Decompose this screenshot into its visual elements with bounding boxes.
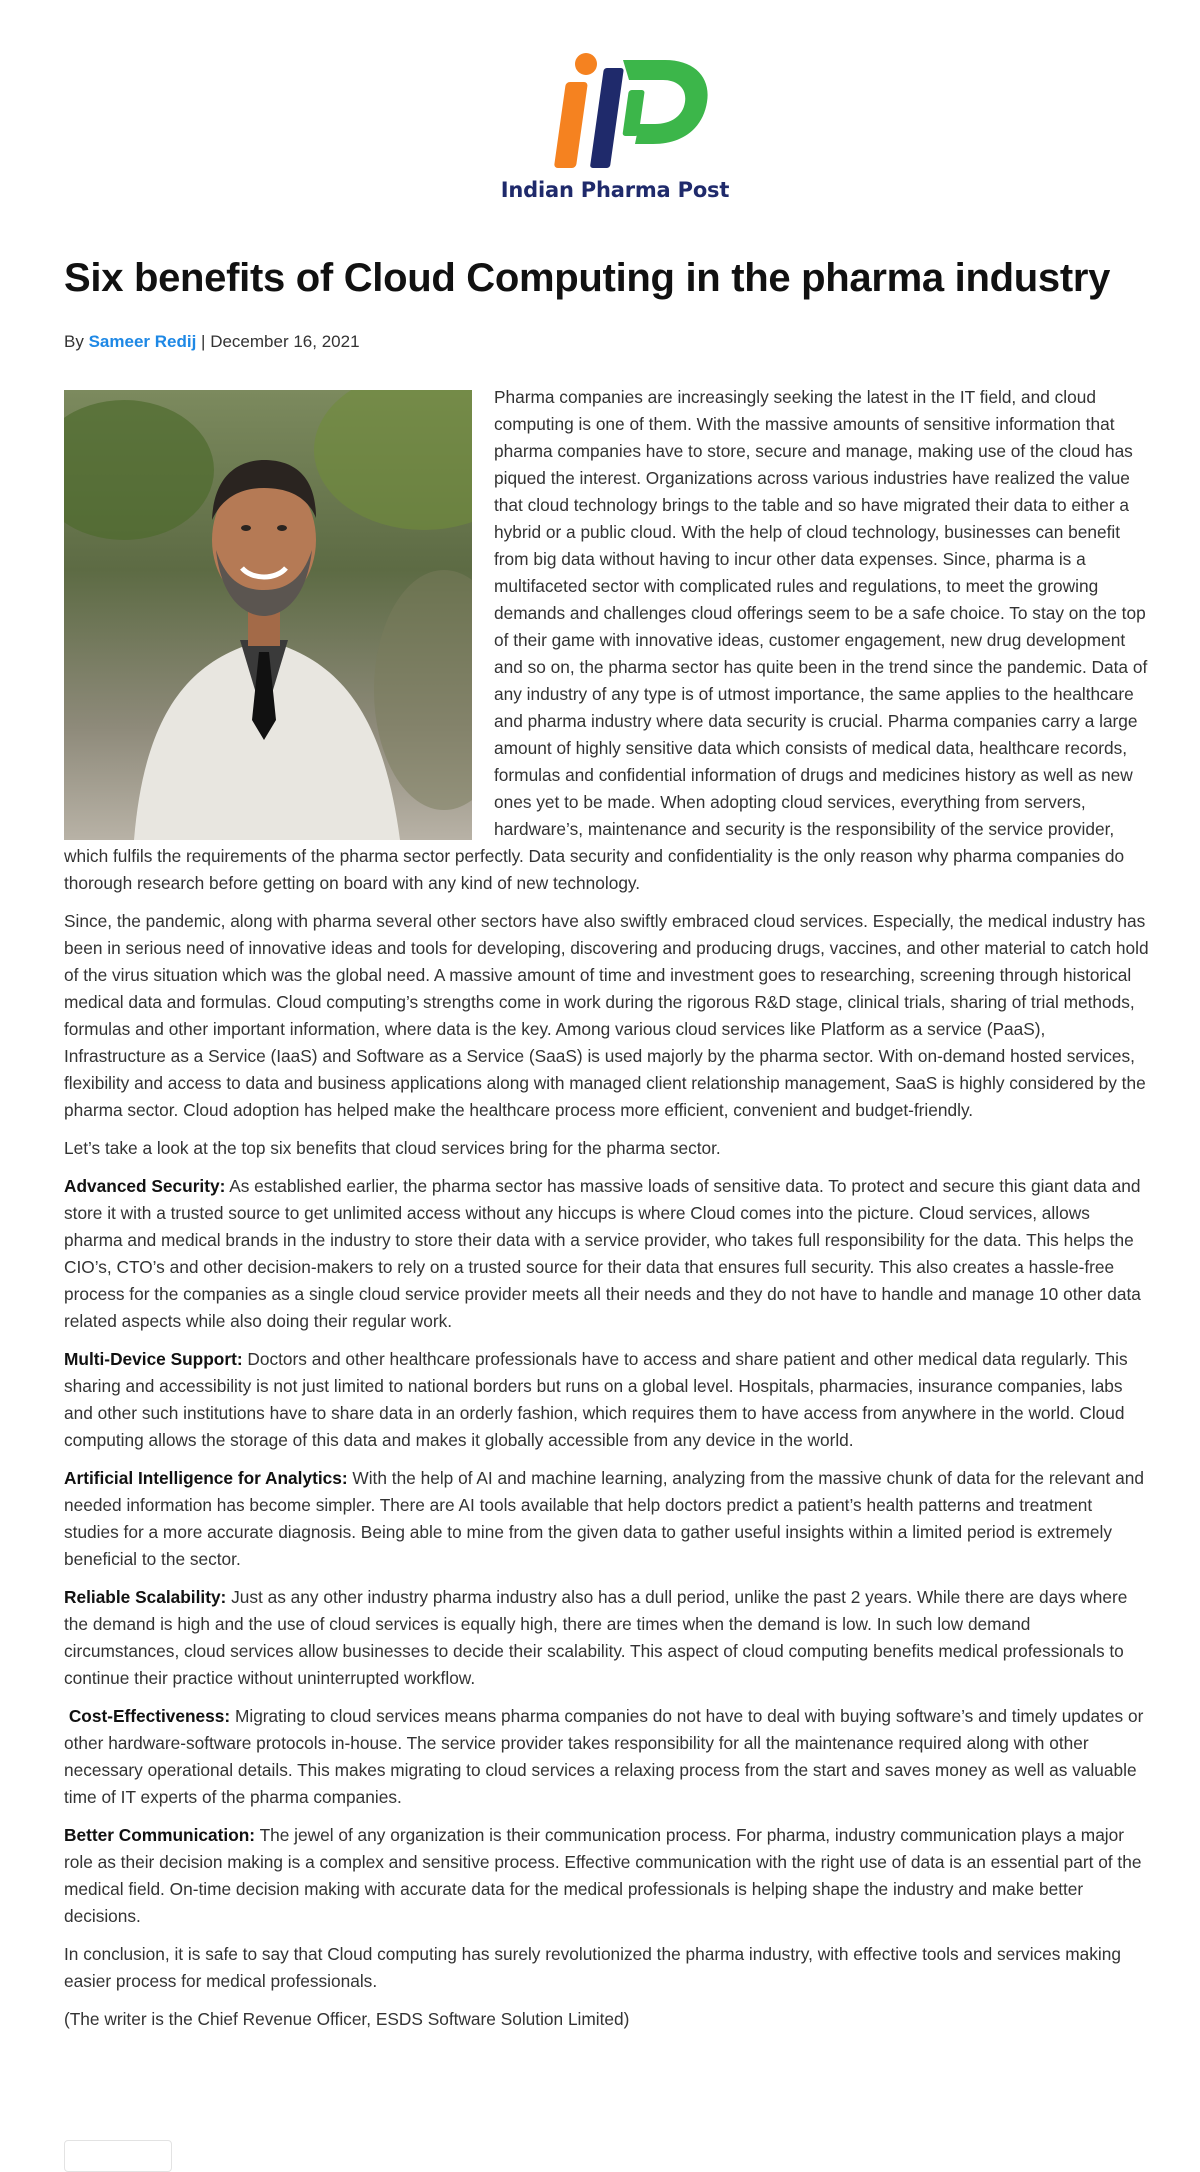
benefit-heading: Advanced Security: [64, 1176, 226, 1196]
logo-i-dot [575, 53, 597, 75]
logo-i-stem [554, 82, 588, 168]
paragraph-pandemic: Since, the pandemic, along with pharma several other sectors have also swiftly embraced cloud services. Especially, the medical industry has been in serious need of innovative ideas and tools for developing, discovering and producing drugs, vaccines, and other material to catch hold of the virus situation which was the global need. A massive amount of time and investment goes to researching, screening through historical medical data and formulas. Cloud computing’s strengths come in work during the rigorous R&D stage, clinical trials, sharing of trial methods, formulas and other important information, where data is the key. Among various cloud services like Platform as a service (PaaS), Infrastructure as a Service (IaaS) and Software as a Service (SaaS) is used majorly by the pharma sector. With on-demand hosted services, flexibility and access to data and business applications along with managed client relationship management, SaaS is highly considered by the pharma sector. Cloud adoption has helped make the healthcare process more efficient, convenient and budget-friendly. [64, 911, 1149, 1120]
byline [64, 330, 360, 354]
author-photo [64, 390, 472, 840]
benefit-heading: Cost-Effectiveness: [68, 1706, 231, 1726]
benefit-text: Migrating to cloud services means pharma companies do not have to deal with buying software’s and timely updates or other hardware-software protocols in-house. The service provider takes responsibility for all the maintenance required along with other necessary operational details. This makes migrating to cloud services a relaxing process from the start and saves money as well as valuable time of IT experts of the pharma companies. [64, 1706, 1144, 1807]
paragraph-benefits-intro: Let’s take a look at the top six benefits that cloud services bring for the pharma sector. [64, 1138, 721, 1158]
benefit-ai-analytics [64, 1465, 1150, 1573]
benefit-text: Doctors and other healthcare professionals have to access and share patient and other medical data regularly. This sharing and accessibility is not just limited to national borders but runs on a global level. Hospitals, pharmacies, insurance companies, labs and other such institutions have to share data in an orderly fashion, which requires them to have access from anywhere in the world. Cloud computing allows the storage of this data and makes it globally accessible from any device in the world. [64, 1349, 1128, 1450]
benefit-text: With the help of AI and machine learning, analyzing from the massive chunk of data for the relevant and needed information has become simpler. There are AI tools available that help doctors predict a patient’s health patterns and treatment studies for a more accurate diagnosis. Being able to mine from the given data to gather useful insights within a limited period is extremely beneficial to the sector. [64, 1468, 1144, 1569]
author-link[interactable]: Sameer Redij [88, 332, 197, 351]
benefit-heading: Reliable Scalability: [64, 1587, 227, 1607]
site-logo[interactable] [495, 46, 735, 212]
benefit-heading: Artificial Intelligence for Analytics: [64, 1468, 348, 1488]
benefit-communication [64, 1822, 1150, 1930]
logo-navy-stroke [590, 68, 624, 168]
logo-mark-icon [495, 46, 735, 176]
benefit-advanced-security [64, 1173, 1150, 1335]
byline-prefix: By [64, 332, 84, 351]
benefit-cost-effectiveness [64, 1703, 1150, 1811]
eye-left [241, 525, 251, 531]
benefit-heading: Better Communication: [64, 1825, 256, 1845]
foliage-right [314, 390, 472, 530]
logo-text: Indian Pharma Post [500, 178, 730, 202]
byline-separator: | [201, 332, 206, 351]
benefit-multi-device [64, 1346, 1150, 1454]
benefit-text: The jewel of any organization is their communication process. For pharma, industry communication plays a major role as their decision making is a complex and sensitive process. Effective communication with the right use of data is an essential part of the medical field. On-time decision making with accurate data for the medical professionals is helping shape the industry and make better decisions. [64, 1825, 1142, 1926]
article-body [64, 384, 1150, 2044]
benefit-heading: Multi-Device Support: [64, 1349, 243, 1369]
article-title: Six benefits of Cloud Computing in the pharma industry [64, 256, 1111, 300]
intro-paragraph: Pharma companies are increasingly seeking the latest in the IT field, and cloud computing is one of them. With the massive amounts of sensitive information that pharma companies have to store, secure and manage, making use of the cloud has piqued the interest. Organizations across various industries have realized the value that cloud technology brings to the table and so have migrated their data to either a hybrid or a public cloud. With the help of cloud technology, businesses can benefit from big data without having to incur other data expenses. Since, pharma is a multifaceted sector with complicated rules and regulations, to meet the growing demands and challenges cloud offerings seem to be a safe choice. To stay on the top of their game with innovative ideas, customer engagement, new drug development and so on, the pharma sector has quite been in the trend since the pandemic. Data of any industry of any type is of utmost importance, the same applies to the healthcare and pharma industry where data security is crucial. Pharma companies carry a large amount of highly sensitive data which consists of medical data, healthcare records, formulas and confidential information of drugs and medicines history as well as new ones yet to be made. When adopting cloud services, everything from servers, hardware’s, maintenance and security is the responsibility of the service provider, which fulfils the requirements of the pharma sector perfectly. Data security and confidentiality is the only reason why pharma companies do thorough research before getting on board with any kind of new technology. [64, 387, 1148, 893]
foliage-lower [374, 570, 472, 810]
portrait-illustration [64, 390, 472, 840]
benefit-scalability [64, 1584, 1150, 1692]
benefit-text: As established earlier, the pharma sector has massive loads of sensitive data. To protect and secure this giant data and store it with a trusted source to get unlimited access without any hiccups is where Cloud comes into the picture. Cloud services, allows pharma and medical brands in the industry to store their data with a service provider, who takes full responsibility for the data. This helps the CIO’s, CTO’s and other decision-makers to rely on a trusted source for their data that ensures full security. This also creates a hassle-free process for the companies as a single cloud service provider meets all their needs and they do not have to handle and manage 10 other data related aspects while also doing their regular work. [64, 1176, 1141, 1331]
eye-right [277, 525, 287, 531]
foliage-left [64, 400, 214, 540]
publish-date: December 16, 2021 [210, 332, 360, 351]
writer-note: (The writer is the Chief Revenue Officer, ESDS Software Solution Limited) [64, 2009, 630, 2029]
share-box-partial[interactable] [64, 2140, 172, 2172]
benefit-text: Just as any other industry pharma industry also has a dull period, unlike the past 2 years. While there are days where the demand is high and the use of cloud services is equally high, there are times when the demand is low. In such low demand circumstances, cloud services allow businesses to decide their scalability. This aspect of cloud computing benefits medical professionals to continue their practice without uninterrupted workflow. [64, 1587, 1128, 1688]
conclusion-paragraph: In conclusion, it is safe to say that Cloud computing has surely revolutionized the pharma industry, with effective tools and services making easier process for medical professionals. [64, 1944, 1121, 1991]
